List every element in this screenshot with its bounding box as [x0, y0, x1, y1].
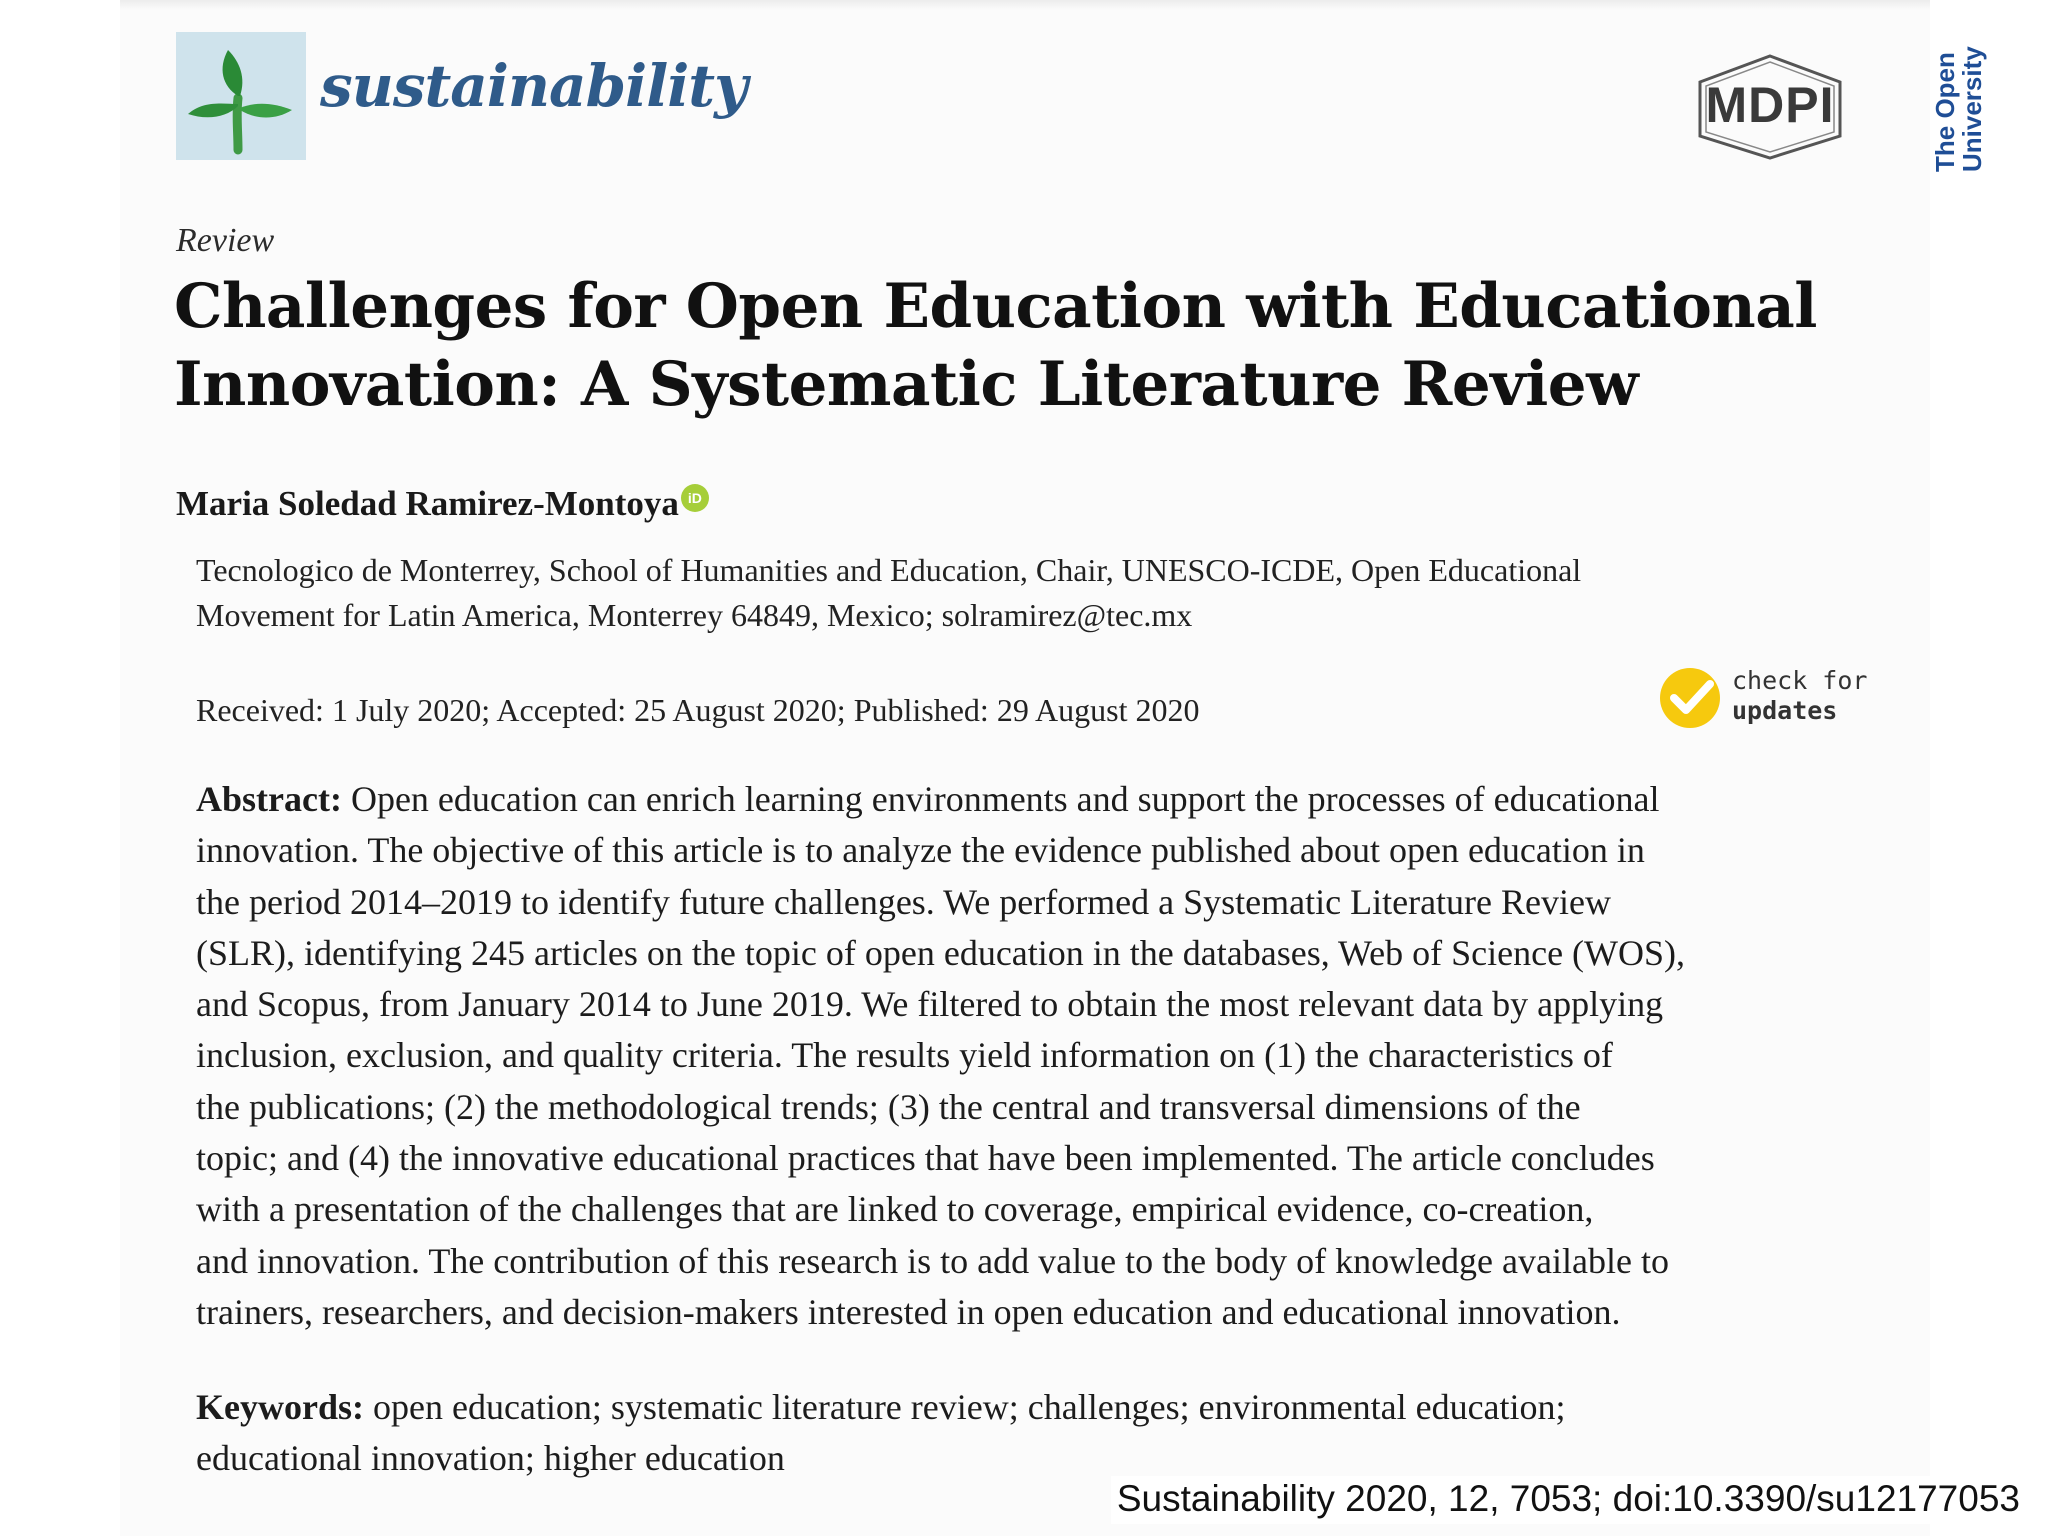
abstract-line [196, 774, 1876, 825]
citation-footer: Sustainability 2020, 12, 7053; doi:10.3390/su12177053 [1111, 1476, 2026, 1524]
keywords-line: educational innovation; higher education [196, 1438, 785, 1478]
abstract-line: trainers, researchers, and decision-makers interested in open education and educational innovation. [196, 1291, 1621, 1332]
publication-dates: Received: 1 July 2020; Accepted: 25 August 2020; Published: 29 August 2020 [196, 692, 1200, 728]
abstract-line: and Scopus, from January 2014 to June 2019. We filtered to obtain the most relevant data by applying [196, 984, 1664, 1025]
article-type: Review [176, 222, 275, 259]
ou-logo-line-2: University [1957, 46, 1987, 172]
check-updates-line-1: check for [1732, 666, 1868, 695]
ou-logo-line-1: The Open [1930, 52, 1960, 172]
journal-name: sustainability [320, 52, 747, 120]
abstract-line: the publications; (2) the methodological trends; (3) the central and transversal dimensions of the [196, 1086, 1581, 1127]
abstract-line: innovation. The objective of this article is to analyze the evidence published about open education in [196, 830, 1645, 871]
abstract-line: with a presentation of the challenges that are linked to coverage, empirical evidence, co-creation, [196, 1189, 1594, 1230]
journal-logo-icon [176, 32, 306, 160]
keywords-label: Keywords: [196, 1387, 364, 1427]
abstract [196, 774, 1876, 1338]
page-top-shadow [120, 0, 1930, 10]
author-line [176, 484, 709, 524]
keywords [196, 1382, 1876, 1484]
article-title [174, 268, 1817, 424]
affiliation-line-2: Movement for Latin America, Monterrey 64849, Mexico; solramirez@tec.mx [196, 597, 1193, 633]
keywords-first-line-text: open education; systematic literature review; challenges; environmental education; [363, 1387, 1566, 1427]
publisher-name: MDPI [1705, 77, 1835, 133]
check-updates-icon [1656, 662, 1726, 732]
mdpi-logo-icon [1690, 52, 1850, 162]
affiliation-line-1: Tecnologico de Monterrey, School of Humanities and Education, Chair, UNESCO-ICDE, Open Educational [196, 552, 1582, 588]
abstract-label: Abstract: [196, 779, 342, 819]
check-for-updates-badge[interactable] [1656, 662, 1868, 732]
abstract-line: and innovation. The contribution of this research is to add value to the body of knowledge available to [196, 1240, 1669, 1281]
title-line-2: Innovation: A Systematic Literature Review [174, 349, 1639, 420]
orcid-icon[interactable]: iD [681, 484, 709, 512]
abstract-line: topic; and (4) the innovative educational practices that have been implemented. The article concludes [196, 1138, 1655, 1179]
open-university-logo [1932, 42, 1988, 172]
abstract-line: the period 2014–2019 to identify future challenges. We performed a Systematic Literature Review [196, 881, 1611, 922]
title-line-1: Challenges for Open Education with Educational [174, 271, 1817, 342]
author-name: Maria Soledad Ramirez-Montoya [176, 484, 679, 523]
abstract-line: (SLR), identifying 245 articles on the topic of open education in the databases, Web of Science (WOS), [196, 932, 1686, 973]
abstract-line: inclusion, exclusion, and quality criteria. The results yield information on (1) the characteristics of [196, 1035, 1613, 1076]
check-updates-line-2: updates [1732, 696, 1838, 725]
affiliation [196, 548, 1836, 638]
keywords-line [196, 1382, 1876, 1433]
abstract-first-line-text: Open education can enrich learning environments and support the processes of educational [341, 779, 1660, 819]
